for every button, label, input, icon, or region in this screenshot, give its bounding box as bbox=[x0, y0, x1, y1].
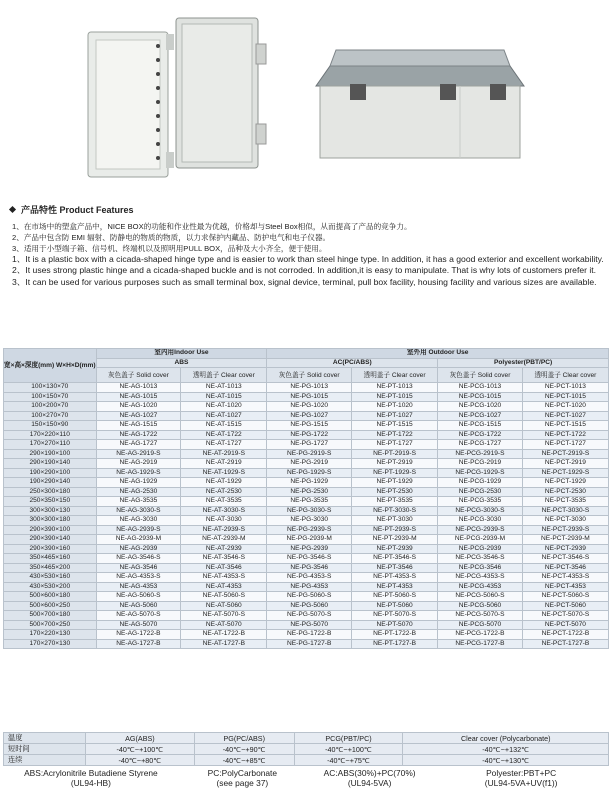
features-heading bbox=[8, 203, 608, 216]
model-cell: NE-PCG-1015 bbox=[438, 392, 523, 402]
size-cell: 290×190×140 bbox=[4, 459, 97, 469]
model-cell: NE-PCT-1727 bbox=[522, 440, 608, 450]
model-cell: NE-PG-3546-S bbox=[267, 554, 352, 564]
size-cell: 170×270×130 bbox=[4, 639, 97, 649]
model-cell: NE-PG-5060 bbox=[267, 601, 352, 611]
table-row bbox=[4, 468, 609, 478]
size-header: 宽×高×深度(mm) W×H×D(mm) bbox=[4, 349, 97, 383]
model-cell: NE-PG-5070-S bbox=[267, 611, 352, 621]
temp-header: Clear cover (Polycarbonate) bbox=[403, 733, 609, 744]
table-row bbox=[4, 411, 609, 421]
model-cell: NE-PG-3535 bbox=[267, 497, 352, 507]
temp-cell: -40℃~+80℃ bbox=[86, 755, 195, 766]
model-cell: NE-PCG-4353-S bbox=[438, 573, 523, 583]
model-cell: NE-PG-1727 bbox=[267, 440, 352, 450]
table-row bbox=[4, 544, 609, 554]
solid-cover-header: 灰色盖子 Solid cover bbox=[438, 368, 523, 383]
legend-item bbox=[179, 768, 306, 788]
model-cell: NE-AT-2919 bbox=[181, 459, 267, 469]
model-cell: NE-PCG-3546-S bbox=[438, 554, 523, 564]
size-cell: 290×390×100 bbox=[4, 525, 97, 535]
size-cell: 290×190×100 bbox=[4, 449, 97, 459]
legend-line: (UL94-5VA+UV(f1)) bbox=[484, 778, 558, 788]
legend-line: (UL94-5VA) bbox=[347, 778, 392, 788]
size-cell: 500×700×180 bbox=[4, 611, 97, 621]
model-cell: NE-PCG-3030-S bbox=[438, 506, 523, 516]
model-cell: NE-PCG-1020 bbox=[438, 402, 523, 412]
model-cell: NE-PG-4353 bbox=[267, 582, 352, 592]
model-cell: NE-AG-1929 bbox=[96, 478, 181, 488]
table-row bbox=[4, 421, 609, 431]
model-cell: NE-AG-4353 bbox=[96, 582, 181, 592]
model-cell: NE-PG-2939-S bbox=[267, 525, 352, 535]
model-cell: NE-PT-1929-S bbox=[352, 468, 438, 478]
table-row bbox=[4, 497, 609, 507]
clear-cover-header: 透明盖子 Clear cover bbox=[181, 368, 267, 383]
model-cell: NE-PCG-1727 bbox=[438, 440, 523, 450]
temp-header: PG(PC/ABS) bbox=[194, 733, 294, 744]
size-cell: 190×290×100 bbox=[4, 468, 97, 478]
model-cell: NE-PG-1013 bbox=[267, 383, 352, 393]
model-cell: NE-PCG-3546 bbox=[438, 563, 523, 573]
size-cell: 100×200×70 bbox=[4, 402, 97, 412]
model-cell: NE-PCT-4353-S bbox=[522, 573, 608, 583]
model-cell: NE-PCT-1020 bbox=[522, 402, 608, 412]
model-cell: NE-PG-3030 bbox=[267, 516, 352, 526]
model-cell: NE-AG-5070 bbox=[96, 620, 181, 630]
table-row bbox=[4, 582, 609, 592]
size-cell: 430×530×200 bbox=[4, 582, 97, 592]
model-cell: NE-PT-3546 bbox=[352, 563, 438, 573]
model-cell: NE-PCT-1027 bbox=[522, 411, 608, 421]
model-cell: NE-AG-5070-S bbox=[96, 611, 181, 621]
legend-line: PC:PolyCarbonate bbox=[207, 768, 278, 778]
model-cell: NE-PCG-1929 bbox=[438, 478, 523, 488]
size-cell: 170×220×110 bbox=[4, 430, 97, 440]
model-cell: NE-PCT-1015 bbox=[522, 392, 608, 402]
model-cell: NE-PG-1727-B bbox=[267, 639, 352, 649]
model-cell: NE-PCG-3030 bbox=[438, 516, 523, 526]
legend-item bbox=[306, 768, 433, 788]
model-cell: NE-PG-2919-S bbox=[267, 449, 352, 459]
temp-header: 温度 bbox=[4, 733, 86, 744]
model-cell: NE-PCT-1013 bbox=[522, 383, 608, 393]
ac-header: AC(PC/ABS) bbox=[267, 358, 438, 368]
model-cell: NE-PCT-3535 bbox=[522, 497, 608, 507]
model-cell: NE-AT-1015 bbox=[181, 392, 267, 402]
clear-cover-header: 透明盖子 Clear cover bbox=[352, 368, 438, 383]
feature-cn: 1、在市场中的塑盒产品中，NICE BOX的功能和作业性最为优越，价格却与Steel Box相似，从而提高了产品的竞争力。 bbox=[12, 222, 412, 231]
model-cell: NE-PT-5060 bbox=[352, 601, 438, 611]
model-cell: NE-PCG-2919 bbox=[438, 459, 523, 469]
model-cell: NE-PG-3546 bbox=[267, 563, 352, 573]
model-cell: NE-PG-2939 bbox=[267, 544, 352, 554]
model-cell: NE-PCG-4353 bbox=[438, 582, 523, 592]
model-cell: NE-AT-4353 bbox=[181, 582, 267, 592]
model-cell: NE-PG-1015 bbox=[267, 392, 352, 402]
model-cell: NE-PT-3030-S bbox=[352, 506, 438, 516]
model-cell: NE-PCG-2939-M bbox=[438, 535, 523, 545]
table-row bbox=[4, 383, 609, 393]
model-cell: NE-AG-1015 bbox=[96, 392, 181, 402]
model-cell: NE-PT-2939-S bbox=[352, 525, 438, 535]
model-cell: NE-PG-2919 bbox=[267, 459, 352, 469]
model-cell: NE-PT-1027 bbox=[352, 411, 438, 421]
model-cell: NE-PCT-2939-S bbox=[522, 525, 608, 535]
model-cell: NE-AT-4353-S bbox=[181, 573, 267, 583]
size-cell: 100×270×70 bbox=[4, 411, 97, 421]
model-cell: NE-PCT-3030 bbox=[522, 516, 608, 526]
solid-cover-header: 灰色盖子 Solid cover bbox=[267, 368, 352, 383]
size-cell: 350×465×200 bbox=[4, 563, 97, 573]
model-cell: NE-PT-5060-S bbox=[352, 592, 438, 602]
model-cell: NE-AT-5060-S bbox=[181, 592, 267, 602]
model-cell: NE-PCG-1929-S bbox=[438, 468, 523, 478]
model-cell: NE-PT-5070 bbox=[352, 620, 438, 630]
model-cell: NE-AG-3535 bbox=[96, 497, 181, 507]
table-row bbox=[4, 573, 609, 583]
model-cell: NE-AT-1929-S bbox=[181, 468, 267, 478]
solid-cover-header: 灰色盖子 Solid cover bbox=[96, 368, 181, 383]
feature-en: 2、It uses strong plastic hinge and a cicada-shaped buckle and is not corroded. In addition,it is easy to manipulate. That is why lots of customers prefer it. bbox=[12, 265, 597, 276]
temp-cell: 短时间 bbox=[4, 744, 86, 755]
model-cell: NE-PT-1515 bbox=[352, 421, 438, 431]
product-photos bbox=[0, 0, 612, 190]
model-cell: NE-AG-3546 bbox=[96, 563, 181, 573]
legend-line: ABS:Acrylonitrile Butadiene Styrene bbox=[24, 768, 158, 778]
model-cell: NE-PT-2939 bbox=[352, 544, 438, 554]
size-cell: 100×150×70 bbox=[4, 392, 97, 402]
temp-cell: -40℃~+90℃ bbox=[194, 744, 294, 755]
model-cell: NE-AT-1727-B bbox=[181, 639, 267, 649]
model-cell: NE-PT-1722-B bbox=[352, 630, 438, 640]
model-cell: NE-AT-2939-M bbox=[181, 535, 267, 545]
table-row bbox=[4, 430, 609, 440]
model-cell: NE-PCG-1727-B bbox=[438, 639, 523, 649]
model-cell: NE-AT-1027 bbox=[181, 411, 267, 421]
feature-en: 1、It is a plastic box with a cicada-shaped hinge type and is easier to work than steel hinge type. In addition, it has a good exterior and excellent workability. bbox=[12, 254, 604, 264]
model-cell: NE-PT-5070-S bbox=[352, 611, 438, 621]
model-cell: NE-PCT-3030-S bbox=[522, 506, 608, 516]
model-cell: NE-PCT-5060 bbox=[522, 601, 608, 611]
model-cell: NE-PG-4353-S bbox=[267, 573, 352, 583]
table-row bbox=[4, 478, 609, 488]
temp-cell: 连续 bbox=[4, 755, 86, 766]
size-cell: 500×700×250 bbox=[4, 620, 97, 630]
model-cell: NE-PG-2939-M bbox=[267, 535, 352, 545]
table-row bbox=[4, 630, 609, 640]
material-legend bbox=[3, 768, 609, 788]
model-cell: NE-PCG-5070-S bbox=[438, 611, 523, 621]
size-cell: 300×300×130 bbox=[4, 506, 97, 516]
model-cell: NE-PCG-5060 bbox=[438, 601, 523, 611]
model-cell: NE-PG-1722-B bbox=[267, 630, 352, 640]
model-cell: NE-PT-3546-S bbox=[352, 554, 438, 564]
model-cell: NE-AT-2939-S bbox=[181, 525, 267, 535]
feature-cn: 2、产品中包含防 EMI 辐射、防静电的物质的物质，以力求保护内藏品、防护电气和电子仪器。 bbox=[12, 233, 331, 242]
model-cell: NE-AT-1929 bbox=[181, 478, 267, 488]
model-cell: NE-AG-1929-S bbox=[96, 468, 181, 478]
model-cell: NE-AT-5070-S bbox=[181, 611, 267, 621]
model-cell: NE-PG-2530 bbox=[267, 487, 352, 497]
model-cell: NE-PCG-1013 bbox=[438, 383, 523, 393]
model-cell: NE-PG-1722 bbox=[267, 430, 352, 440]
model-cell: NE-PCT-2939-M bbox=[522, 535, 608, 545]
legend-item bbox=[433, 768, 609, 788]
model-cell: NE-AG-1727 bbox=[96, 440, 181, 450]
size-cell: 250×350×150 bbox=[4, 497, 97, 507]
model-cell: NE-PCT-1929 bbox=[522, 478, 608, 488]
table-row bbox=[4, 601, 609, 611]
model-cell: NE-AT-2530 bbox=[181, 487, 267, 497]
model-cell: NE-AT-3030-S bbox=[181, 506, 267, 516]
feature-cn: 3、适用于小型端子箱、信号机、终端机以及照明用PULL BOX，品种及大小齐全，便于使用。 bbox=[12, 244, 327, 253]
model-cell: NE-PCG-2530 bbox=[438, 487, 523, 497]
size-cell: 500×600×250 bbox=[4, 601, 97, 611]
model-cell: NE-AG-3030 bbox=[96, 516, 181, 526]
model-cell: NE-PCT-5070-S bbox=[522, 611, 608, 621]
model-cell: NE-PT-1727 bbox=[352, 440, 438, 450]
model-cell: NE-AT-2939 bbox=[181, 544, 267, 554]
features-title: 产品特性 Product Features bbox=[21, 205, 134, 215]
product-features bbox=[8, 203, 608, 288]
model-cell: NE-PCT-2939 bbox=[522, 544, 608, 554]
size-cell: 500×600×180 bbox=[4, 592, 97, 602]
table-row bbox=[4, 459, 609, 469]
model-cell: NE-PT-4353 bbox=[352, 582, 438, 592]
model-cell: NE-PCT-4353 bbox=[522, 582, 608, 592]
size-cell: 170×220×130 bbox=[4, 630, 97, 640]
model-cell: NE-PG-5060-S bbox=[267, 592, 352, 602]
model-cell: NE-PG-5070 bbox=[267, 620, 352, 630]
table-row bbox=[4, 449, 609, 459]
model-cell: NE-PCT-1727-B bbox=[522, 639, 608, 649]
table-row bbox=[4, 487, 609, 497]
size-cell: 250×300×180 bbox=[4, 487, 97, 497]
temp-cell: -40℃~+100℃ bbox=[86, 744, 195, 755]
model-cell: NE-PCG-2939-S bbox=[438, 525, 523, 535]
model-cell: NE-PG-3030-S bbox=[267, 506, 352, 516]
model-cell: NE-PCT-1515 bbox=[522, 421, 608, 431]
model-cell: NE-PCT-3546 bbox=[522, 563, 608, 573]
model-cell: NE-PCG-3535 bbox=[438, 497, 523, 507]
table-row bbox=[4, 402, 609, 412]
model-cell: NE-PG-1515 bbox=[267, 421, 352, 431]
model-cell: NE-PCT-5060-S bbox=[522, 592, 608, 602]
table-row bbox=[4, 392, 609, 402]
temperature-table bbox=[3, 732, 609, 766]
model-cell: NE-PT-1727-B bbox=[352, 639, 438, 649]
model-cell: NE-PCG-1027 bbox=[438, 411, 523, 421]
model-cell: NE-AT-1515 bbox=[181, 421, 267, 431]
table-row bbox=[4, 506, 609, 516]
model-cell: NE-PT-2919 bbox=[352, 459, 438, 469]
temp-cell: -40℃~+130℃ bbox=[403, 755, 609, 766]
model-cell: NE-PCG-5070 bbox=[438, 620, 523, 630]
model-cell: NE-PCG-5060-S bbox=[438, 592, 523, 602]
table-row bbox=[4, 440, 609, 450]
model-cell: NE-AG-2919 bbox=[96, 459, 181, 469]
model-cell: NE-AT-3546 bbox=[181, 563, 267, 573]
model-cell: NE-PT-1020 bbox=[352, 402, 438, 412]
diamond-bullet-icon bbox=[9, 206, 16, 213]
temp-cell: -40℃~+85℃ bbox=[194, 755, 294, 766]
size-cell: 290×390×140 bbox=[4, 535, 97, 545]
legend-item bbox=[3, 768, 179, 788]
model-cell: NE-AT-1727 bbox=[181, 440, 267, 450]
model-cell: NE-PCT-3546-S bbox=[522, 554, 608, 564]
clear-cover-header: 透明盖子 Clear cover bbox=[522, 368, 608, 383]
temp-cell: -40℃~+132℃ bbox=[403, 744, 609, 755]
legend-line: AC:ABS(30%)+PC(70%) bbox=[323, 768, 416, 778]
model-cell: NE-AG-3546-S bbox=[96, 554, 181, 564]
temp-cell: -40℃~+100℃ bbox=[294, 744, 403, 755]
abs-header: ABS bbox=[96, 358, 267, 368]
model-cell: NE-PCT-2530 bbox=[522, 487, 608, 497]
model-cell: NE-AG-3030-S bbox=[96, 506, 181, 516]
model-cell: NE-PG-1929-S bbox=[267, 468, 352, 478]
model-cell: NE-AT-5060 bbox=[181, 601, 267, 611]
model-cell: NE-AG-5060-S bbox=[96, 592, 181, 602]
closed-enclosure-photo bbox=[310, 44, 530, 164]
model-cell: NE-AG-1515 bbox=[96, 421, 181, 431]
table-row bbox=[4, 563, 609, 573]
table-row bbox=[4, 620, 609, 630]
temp-cell: -40℃~+75℃ bbox=[294, 755, 403, 766]
table-row bbox=[4, 554, 609, 564]
model-cell: NE-AG-1727-B bbox=[96, 639, 181, 649]
model-cell: NE-PT-1722 bbox=[352, 430, 438, 440]
model-cell: NE-AT-5070 bbox=[181, 620, 267, 630]
temp-header: AG(ABS) bbox=[86, 733, 195, 744]
model-cell: NE-PT-1015 bbox=[352, 392, 438, 402]
model-cell: NE-AG-1722 bbox=[96, 430, 181, 440]
table-row bbox=[4, 535, 609, 545]
size-cell: 300×300×180 bbox=[4, 516, 97, 526]
table-row bbox=[4, 525, 609, 535]
model-cell: NE-AT-1722 bbox=[181, 430, 267, 440]
model-cell: NE-PCG-1722-B bbox=[438, 630, 523, 640]
size-cell: 430×530×160 bbox=[4, 573, 97, 583]
open-enclosure-photo bbox=[78, 14, 268, 184]
model-cell: NE-PCG-1722 bbox=[438, 430, 523, 440]
size-cell: 290×390×160 bbox=[4, 544, 97, 554]
table-row bbox=[4, 639, 609, 649]
model-cell: NE-PT-3535 bbox=[352, 497, 438, 507]
model-cell: NE-PCT-1722 bbox=[522, 430, 608, 440]
size-cell: 170×270×110 bbox=[4, 440, 97, 450]
model-cell: NE-AT-1013 bbox=[181, 383, 267, 393]
model-cell: NE-PT-4353-S bbox=[352, 573, 438, 583]
model-cell: NE-AT-1722-B bbox=[181, 630, 267, 640]
model-cell: NE-AG-2939 bbox=[96, 544, 181, 554]
temp-header: PCG(PBT/PC) bbox=[294, 733, 403, 744]
model-cell: NE-AG-1027 bbox=[96, 411, 181, 421]
model-cell: NE-PCG-2939 bbox=[438, 544, 523, 554]
model-cell: NE-PT-3030 bbox=[352, 516, 438, 526]
model-cell: NE-PG-1929 bbox=[267, 478, 352, 488]
model-cell: NE-PCG-2919-S bbox=[438, 449, 523, 459]
model-cell: NE-PCG-1515 bbox=[438, 421, 523, 431]
model-cell: NE-AT-3546-S bbox=[181, 554, 267, 564]
table-row bbox=[4, 592, 609, 602]
model-cell: NE-AG-2939-S bbox=[96, 525, 181, 535]
model-cell: NE-AG-1722-B bbox=[96, 630, 181, 640]
model-cell: NE-AG-1013 bbox=[96, 383, 181, 393]
model-cell: NE-AT-1020 bbox=[181, 402, 267, 412]
model-cell: NE-PT-1929 bbox=[352, 478, 438, 488]
model-table bbox=[3, 348, 609, 649]
size-cell: 100×130×70 bbox=[4, 383, 97, 393]
outdoor-header: 室外用 Outdoor Use bbox=[267, 349, 609, 359]
model-cell: NE-PCT-1722-B bbox=[522, 630, 608, 640]
model-cell: NE-AT-3535 bbox=[181, 497, 267, 507]
indoor-header: 室内用Indoor Use bbox=[96, 349, 267, 359]
model-cell: NE-AG-2939-M bbox=[96, 535, 181, 545]
model-cell: NE-PCT-2919 bbox=[522, 459, 608, 469]
model-cell: NE-AG-2530 bbox=[96, 487, 181, 497]
model-cell: NE-PCT-1929-S bbox=[522, 468, 608, 478]
model-table-body bbox=[4, 383, 609, 649]
model-cell: NE-PT-2530 bbox=[352, 487, 438, 497]
table-row bbox=[4, 611, 609, 621]
model-cell: NE-PCT-2919-S bbox=[522, 449, 608, 459]
legend-line: (see page 37) bbox=[216, 778, 269, 788]
model-cell: NE-AG-2919-S bbox=[96, 449, 181, 459]
model-cell: NE-AG-5060 bbox=[96, 601, 181, 611]
size-cell: 190×290×140 bbox=[4, 478, 97, 488]
model-cell: NE-AT-2919-S bbox=[181, 449, 267, 459]
model-cell: NE-AG-1020 bbox=[96, 402, 181, 412]
model-cell: NE-PG-1027 bbox=[267, 411, 352, 421]
size-cell: 150×150×90 bbox=[4, 421, 97, 431]
legend-line: Polyester:PBT+PC bbox=[486, 768, 557, 778]
model-cell: NE-PCT-5070 bbox=[522, 620, 608, 630]
model-cell: NE-PG-1020 bbox=[267, 402, 352, 412]
model-cell: NE-PT-1013 bbox=[352, 383, 438, 393]
model-cell: NE-PT-2939-M bbox=[352, 535, 438, 545]
feature-en: 3、It can be used for various purposes such as small terminal box, signal device, terminal, pull box facility, housing facility and various sizes are available. bbox=[12, 276, 597, 287]
model-cell: NE-AT-3030 bbox=[181, 516, 267, 526]
size-cell: 350×465×160 bbox=[4, 554, 97, 564]
legend-line: (UL94-HB) bbox=[70, 778, 111, 788]
polyester-header: Polyester(PBT/PC) bbox=[438, 358, 609, 368]
table-row bbox=[4, 516, 609, 526]
model-cell: NE-AG-4353-S bbox=[96, 573, 181, 583]
model-cell: NE-PT-2919-S bbox=[352, 449, 438, 459]
